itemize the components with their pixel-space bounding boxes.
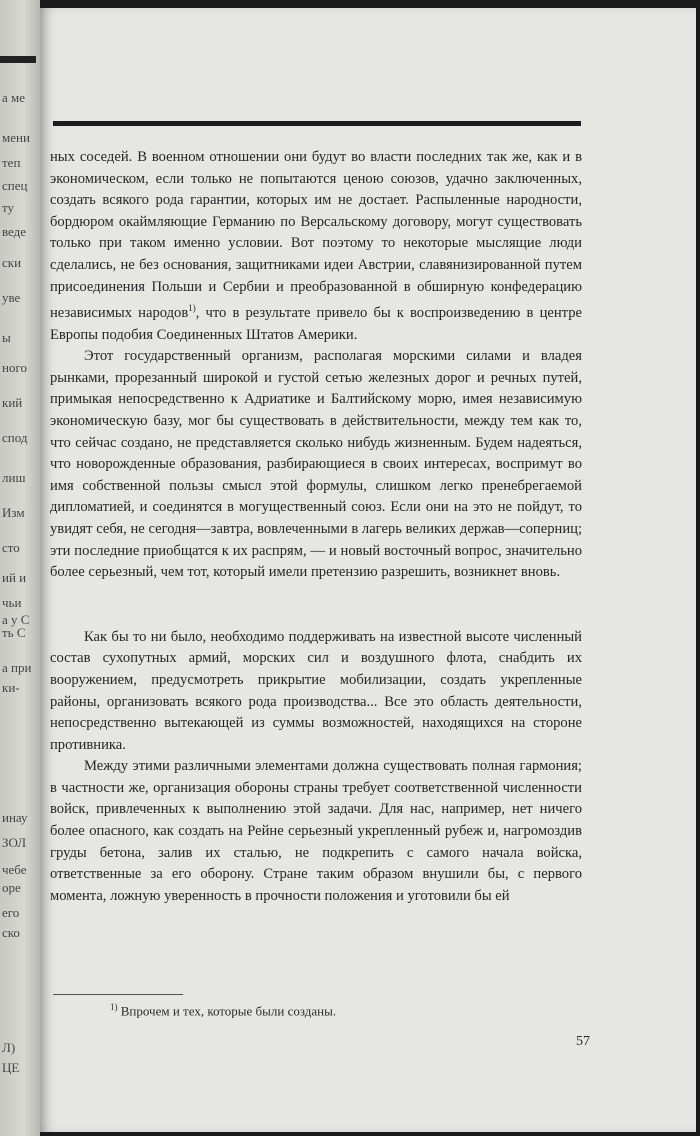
left-page-fragment: ЗОЛ bbox=[2, 835, 27, 850]
book-page bbox=[40, 8, 696, 1132]
left-page-fragment: чьи bbox=[2, 595, 22, 610]
left-page-fragment: ту bbox=[2, 200, 15, 215]
page-number: 57 bbox=[576, 1034, 590, 1049]
left-page-fragment: сто bbox=[2, 540, 20, 555]
left-page-fragment: ски bbox=[2, 255, 22, 270]
left-page-fragment: спец bbox=[2, 178, 28, 193]
footnote bbox=[110, 1002, 570, 1019]
left-page-edge bbox=[0, 0, 40, 1136]
left-page-fragment: ть С bbox=[2, 625, 26, 640]
left-page-fragment: чебе bbox=[2, 862, 27, 877]
paragraph-3: Как бы то ни было, необходимо поддерживать на известной высоте численный состав сухопутных армий, морских сил и воздушного флота, снабдить их вооружением, предусмотреть прикрытие мобилизации, создать укрепленные районы, организовать всякого рода производства... Все это область деятельности, непосредственно вытекающей из суммы возможностей, находящихся на стороне противника. bbox=[50, 628, 582, 753]
left-page-fragment: ско bbox=[2, 925, 20, 940]
left-page-fragment: а у С bbox=[2, 612, 30, 627]
left-page-header-rule bbox=[0, 56, 36, 63]
left-page-fragment: лиш bbox=[2, 470, 26, 485]
left-page-fragment: кий bbox=[2, 395, 23, 410]
footnote-text: Впрочем и тех, которые были созданы. bbox=[120, 1003, 337, 1019]
left-page-fragment: Изм bbox=[2, 505, 25, 520]
paragraph-4: Между этими различными элементами должна существовать полная гармония; в частности же, организация обороны страны требует соответственной численности войск, привлеченных к выполнению этой задачи. Для нас, например, нет ничего более опасного, как создать на Рейне серьезный укрепленный рубеж и, нагромоздив груды бетона, залив их сталью, не подкрепить с самого начала войска, ответственные за его оборону. Стране таким образом внушили бы, с первого момента, ложную уверенность в прочности положения и уготовили бы ей bbox=[50, 758, 582, 904]
footnote-marker: 1) bbox=[110, 1002, 118, 1012]
paragraph-1-tail: , что в результате привело бы к воспроизведению в центре Европы подобия Соединенных Штатов Америки. bbox=[50, 305, 582, 343]
left-page-fragment: ки- bbox=[2, 680, 20, 695]
body-text bbox=[50, 147, 582, 907]
left-page-fragment: а ме bbox=[2, 90, 26, 105]
left-page-fragment: инау bbox=[2, 810, 28, 825]
paragraph-1 bbox=[50, 147, 582, 346]
left-page-fragment: его bbox=[2, 905, 20, 920]
paragraph-2: Этот государственный организм, располагая морскими силами и владея рынками, прорезанный широкой и густой сетью железных дорог и речных путей, примыкая непосредственно к Адриатике и Балтийскому морю, имея независимую экономическую базу, мог бы существовать в действительности, между тем как то, что сейчас создано, не представляется сколько нибудь жизненным. Будем надеяться, что новорожденные образования, разбирающиеся в своих интересах, воспримут во имя собственной пользы смысл этой формулы, слишком легко пренебрегаемой дипломатией, и соединятся в могущественный союз. Если они на это не пойдут, то увидят себя, не сегодня—завтра, вовлеченными в лагерь великих держав—соперниц; эти последние приобщатся к их распрям, — и новый восточный вопрос, значительно более серьезный, чем тот, который имели претензию разрешить, возникнет вновь. bbox=[50, 348, 582, 581]
left-page-fragment: теп bbox=[2, 155, 21, 170]
left-page-fragment: веде bbox=[2, 224, 27, 239]
left-page-fragment: уве bbox=[2, 290, 21, 305]
left-page-fragment: ного bbox=[2, 360, 27, 375]
left-page-fragment: а при bbox=[2, 660, 32, 675]
left-page-fragment: оре bbox=[2, 880, 21, 895]
left-page-fragment: мени bbox=[2, 130, 30, 145]
left-page-fragment: ЦЕ bbox=[2, 1060, 20, 1075]
header-rule bbox=[53, 121, 581, 126]
left-page-fragment: ы bbox=[2, 330, 11, 345]
left-page-fragment: Л) bbox=[2, 1040, 16, 1055]
left-page-fragment: спод bbox=[2, 430, 28, 445]
paragraph-1-main: ных соседей. В военном отношении они будут во власти последних так же, как и в экономическом, если только не попытаются ценою союзов, удачно заключенных, создать всякого рода гарантии, которых им не достает. Распыленные народности, бордюром окаймляющие Германию по Версальскому договору, могут существовать только при таком именно условии. Вот поэтому то некоторые мыслящие люди сделались, не без основания, защитниками идеи Австрии, славянизированной путем присоединения Польши и Сербии и преобразованной в обширную конфедерацию независимых народов bbox=[50, 149, 582, 322]
left-page-fragment: ий и bbox=[2, 570, 27, 585]
footnote-rule bbox=[53, 994, 183, 995]
footnote-reference: 1) bbox=[188, 303, 196, 314]
